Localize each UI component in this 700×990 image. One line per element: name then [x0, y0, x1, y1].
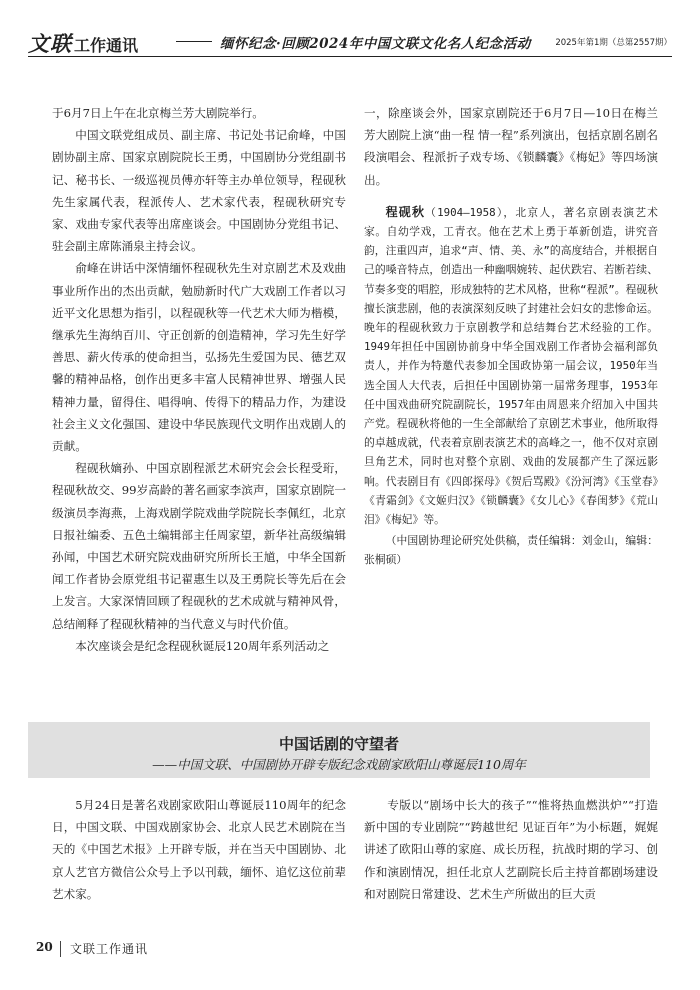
biography-text: （1904—1958），北京人，著名京剧表演艺术家。自幼学戏，工青衣。他在艺术上勇于革新创造，讲究音韵，注重四声，追求“声、情、美、永”的高度结合，并根据自己的嗓音特点，创造出一种幽咽婉转、起伏跌宕、若断若续、节奏多变的唱腔，形成独特的艺术风格，世称“程派”。程砚秋擅长演悲剧，他的表演深刻反映了封建社会妇女的悲惨命运。晚年的程砚秋致力于京剧教学和总结舞台艺术经验的工作。1949年担任中国剧协前身中华全国戏剧工作者协会福利部负责人，并作为特邀代表参加全国政协第一届会议，1950年当选全国人大代表，后担任中国剧协第一届常务理事，1953年任中国戏曲研究院副院长，1957年由周恩来介绍加入中国共产党。程砚秋将他的一生全部献给了京剧艺术事业，他所取得的卓越成就，代表着京剧表演艺术的高峰之一，他不仅对京剧旦角艺术，同时也对整个京剧、戏曲的发展都产生了深远影响。代表剧目有《四郎探母》《贺后骂殿》《汾河湾》《玉堂春》《青霜剑》《文姬归汉》《锁麟囊》《女儿心》《春闺梦》《荒山泪》《梅妃》等。	[364, 205, 658, 527]
masthead-name: 工作通讯	[74, 36, 139, 55]
article2-paragraph: 5月24日是著名戏剧家欧阳山尊诞辰110周年的纪念日，中国文联、中国戏剧家协会、北京人民艺术剧院在当天的《中国艺术报》上开辟专版，并在当天中国剧协、北京人艺官方微信公众号上予以刊载，缅怀、追忆这位前辈艺术家。	[52, 798, 346, 901]
article1-paragraph: 一，除座谈会外，国家京剧院还于6月7日—10日在梅兰芳大剧院上演“曲一程 情一程”系列演出，包括京剧名剧名段演唱会、程派折子戏专场、《锁麟囊》《梅妃》等四场演出。	[364, 106, 658, 187]
article1-paragraph: 中国文联党组成员、副主席、书记处书记俞峰，中国剧协副主席、国家京剧院院长王勇，中国剧协分党组副书记、秘书长、一级巡视员傅亦轩等主办单位领导，程砚秋先生家属代表，程派传人、艺术家代表，程砚秋研究专家、戏曲专家代表等出席座谈会。中国剧协分党组书记、驻会副主席陈涌泉主持会议。	[52, 128, 346, 254]
biography-note	[364, 203, 658, 529]
article1-right-column	[364, 102, 658, 570]
article2-paragraph: 专版以“剧场中长大的孩子”“惟将热血燃洪炉”“打造新中国的专业剧院”“跨越世纪 见证百年”为小标题，娓娓讲述了欧阳山尊的家庭、成长历程，抗战时期的学习、创作和演剧情况，担任北京人艺副院长后主持首都剧场建设和对剧院日常建设、艺术生产所做出的巨大贡	[364, 798, 658, 901]
header-rule	[28, 56, 672, 57]
masthead-logo	[28, 28, 138, 58]
header-dash	[176, 41, 212, 42]
article1-paragraph: 俞峰在讲话中深情缅怀程砚秋先生对京剧艺术及戏曲事业所作出的杰出贡献，勉励新时代广大戏剧工作者以习近平文化思想为指引，以程砚秋等一代艺术大师为楷模，继承先生海纳百川、守正创新的创造精神，学习先生好学善思、薪火传承的使命担当，弘扬先生爱国为民、德艺双馨的精神品格，创作出更多丰富人民精神世界、增强人民精神力量，留得住、唱得响、传得下的精品力作，为建设社会主义文化强国、建设中华民族现代文明作出戏剧人的贡献。	[52, 261, 346, 454]
article2-subtitle: ——中国文联、中国剧协开辟专版纪念戏剧家欧阳山尊诞辰110周年	[152, 757, 526, 772]
page-header	[28, 26, 672, 66]
article2-title: 中国话剧的守望者	[278, 735, 399, 753]
article1-paragraph: 程砚秋嫡孙、中国京剧程派艺术研究会会长程受珩，程砚秋故交、99岁高龄的著名画家李滨声，国家京剧院一级演员李海燕，上海戏剧学院戏曲学院院长李佩红，北京日报社编委、五色土编辑部主任周家望，新华社高级编辑孙闻，中国艺术研究院戏曲研究所所长王馗，中华全国新闻工作者协会原党组书记翟惠生以及王勇院长等先后在会上发言。大家深情回顾了程砚秋的艺术成就与精神风骨，总结阐释了程砚秋精神的当代意义与时代价值。	[52, 461, 346, 631]
article2-right-column	[364, 794, 658, 905]
article1-source: （中国剧协理论研究处供稿，责任编辑：刘金山，编辑：张桐硕）	[364, 534, 658, 567]
header-banner: 缅怀纪念·回顾2024年中国文联文化名人纪念活动	[220, 36, 531, 52]
issue-number: 2025年第1期（总第2557期）	[555, 38, 672, 48]
page-footer	[28, 940, 328, 960]
article1-paragraph: 于6月7日上午在北京梅兰芳大剧院举行。	[52, 106, 264, 120]
article1-left-column	[52, 102, 346, 657]
article1-paragraph: 本次座谈会是纪念程砚秋诞辰120周年系列活动之	[75, 638, 330, 653]
article2-left-column	[52, 794, 346, 905]
page-number: 20	[36, 940, 53, 954]
masthead-brand: 文联	[28, 32, 72, 56]
article2-heading-box	[28, 722, 650, 778]
footer-publication: 文联工作通讯	[70, 942, 149, 956]
footer-separator	[60, 941, 61, 957]
biography-name: 程砚秋	[385, 204, 426, 219]
